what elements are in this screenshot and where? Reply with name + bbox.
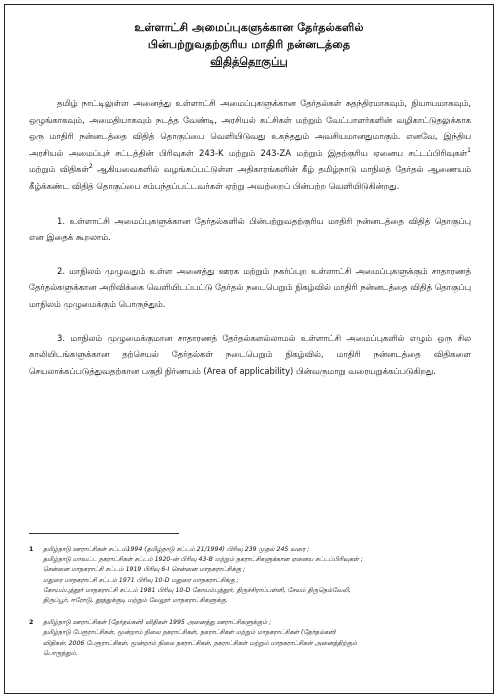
footnote-line: தமிழ்நாடு ஊராட்சிகள் சட்டம்1994 (தமிழ்நாடு சட்டம் 21/1994) பிரிவு 239 முதல் 245 வரை ; — [43, 546, 310, 553]
title-line-2: பின்பற்றுவதற்குரிய மாதிரி நன்னடத்தை — [147, 38, 351, 51]
footnote-mark: 1 — [29, 546, 34, 553]
intro-text-part-1: தமிழ் நாட்டிலுள்ள அனைத்து உள்ளாட்சி அமைப்புகளுக்கான தேர்தல்கள் சுதந்திரமாகவும், நியாயமாகவும், ஒழுங்காகவும், அமைதியாகவும் நடத்த வேண்டி, அரசியல் கட்சிகள் மற்றும் வேட்பாளர்களின் வழிகாட்டுதலுக்காக ஒரு மாதிரி நன்னடத்தை விதித் தொகுப்பை வெளியிடுவது உகந்ததும் அவசியமானதுமாகும். எனவே, இந்திய அரசியல் அமைப்புச் சட்டத்தின் பிரிவுகள் 243-K மற்றும் 243-ZA மற்றும் இதற்குரிய ஏனைய சட்டப்பிரிவுகள் — [29, 98, 471, 158]
document-page — [4, 4, 494, 694]
rule-item-1: 1. உள்ளாட்சி அமைப்புகளுக்கான தேர்தல்களில் பின்பற்றுவதற்குரிய மாதிரி நன்னடத்தை விதித் தொகுப்பு என இதைக் கூறலாம். — [29, 215, 471, 243]
footnote-line: விதிகள், 2006 பேரூராட்சிகள், மூன்றாம் நிலை நகராட்சிகள், நகராட்சிகள் மற்றும் மாநகராட்சிகள் அனைத்திற்கும் — [43, 639, 357, 647]
intro-text-part-3: ஆகியவைகளில் வழங்கப்பட்டுள்ள அதிகாரங்களின் கீழ் தமிழ்நாடு மாநிலத் தேர்தல் ஆணையம் கீழ்க்கண்ட விதித் தொகுப்பை சம்பந்தப்பட்டவர்கள் ஏற்று அவற்றைப் பின்பற்ற வெளியிடுகின்றது. — [29, 164, 471, 191]
rule-item-3: 3. மாநிலம் முழுமைக்குமான சாதாரணத் தேர்தல்களல்லாமல் உள்ளாட்சி அமைப்புகளில் எழும் ஒரு சில காலியிடங்களுக்கான தற்செயல் தேர்தல்கள் நடைபெறும் நிகழ்வில், மாதிரி நன்னடத்தை விதிகளை செயலாக்கப்படுத்துவதற்கான பகுதி நிர்ணயம் (Area of applicability) பின்வருமாறு வரையறுக்கப்படுகிறது. — [29, 332, 471, 376]
footnote-1 — [29, 545, 471, 606]
title-line-1: உள்ளாட்சி அமைப்புகளுக்கான தேர்தல்களில் — [134, 21, 364, 34]
footnote-mark: 2 — [29, 619, 34, 627]
footnote-line: தமிழ்நாடு பேரூராட்சிகள், மூன்றாம் நிலை நகராட்சிகள், நகராட்சிகள் மற்றும் மாநகராட்சிகள் (தேர்தல்கள்) — [43, 629, 337, 637]
footnote-line: தமிழ்நாடு ஊராட்சிகள் (தேர்தல்கள்) விதிகள் 1995 அனைத்து ஊராட்சிகளுக்கும் ; — [43, 619, 272, 627]
intro-text-part-2: மற்றும் விதிகள் — [29, 164, 89, 175]
document-title — [5, 19, 493, 70]
footnote-ref-2[interactable]: 2 — [88, 163, 93, 171]
footnote-line: பொருந்தும். — [43, 649, 78, 657]
footnote-line: தமிழ்நாடு மாவட்ட நகராட்சிகள் சட்டம் 1920-ன் பிரிவு 43-B மற்றும் நகராட்சிகளுக்கான ஏனைய சட்டப்பிரிவுகள் ; — [43, 556, 363, 564]
footnote-line: சென்னை மாநகராட்சி சட்டம் 1919 பிரிவு 6-I சென்னை மாநகராட்சிக்கு ; — [43, 566, 246, 574]
intro-paragraph — [29, 95, 471, 195]
rule-item-2: 2. மாநிலம் முழுவதும் உள்ள அனைத்து ஊரக மற்றும் நகர்ப்புற உள்ளாட்சி அமைப்புகளுக்கும் சாதாரணத் தேர்தல்களுக்கான அறிவிக்கை வெளியிடப்பட்டு தேர்தல் நடைபெறும் நிகழ்வில் மாதிரி நன்னடத்தை விதித் தொகுப்பு மாநிலம் முழுமைக்கும் பொருந்தும். — [29, 265, 471, 309]
footnote-line: திருப்பூர், ஈரோடு, தூத்துக்குடி மற்றும் வேலூர் மாநகராட்சிகளுக்கு. — [43, 597, 228, 605]
footnote-line: கோயம்புத்தூர் மாநகராட்சி சட்டம் 1981 பிரிவு 10-D கோயம்புத்தூர், திருச்சிராப்பள்ளி, சேலம் திருநெல்வேலி, — [43, 586, 351, 594]
footnote-line: மதுரை மாநகராட்சி சட்டம் 1971 பிரிவு 10-D மதுரை மாநகராட்சிக்கு ; — [43, 576, 239, 584]
title-line-3: விதித்தொகுப்பு — [210, 55, 288, 68]
footnote-2 — [29, 618, 471, 659]
footnote-ref-1[interactable]: 1 — [467, 146, 471, 154]
document-body — [29, 95, 471, 396]
footnote-divider — [29, 533, 179, 534]
footnotes — [29, 545, 471, 659]
